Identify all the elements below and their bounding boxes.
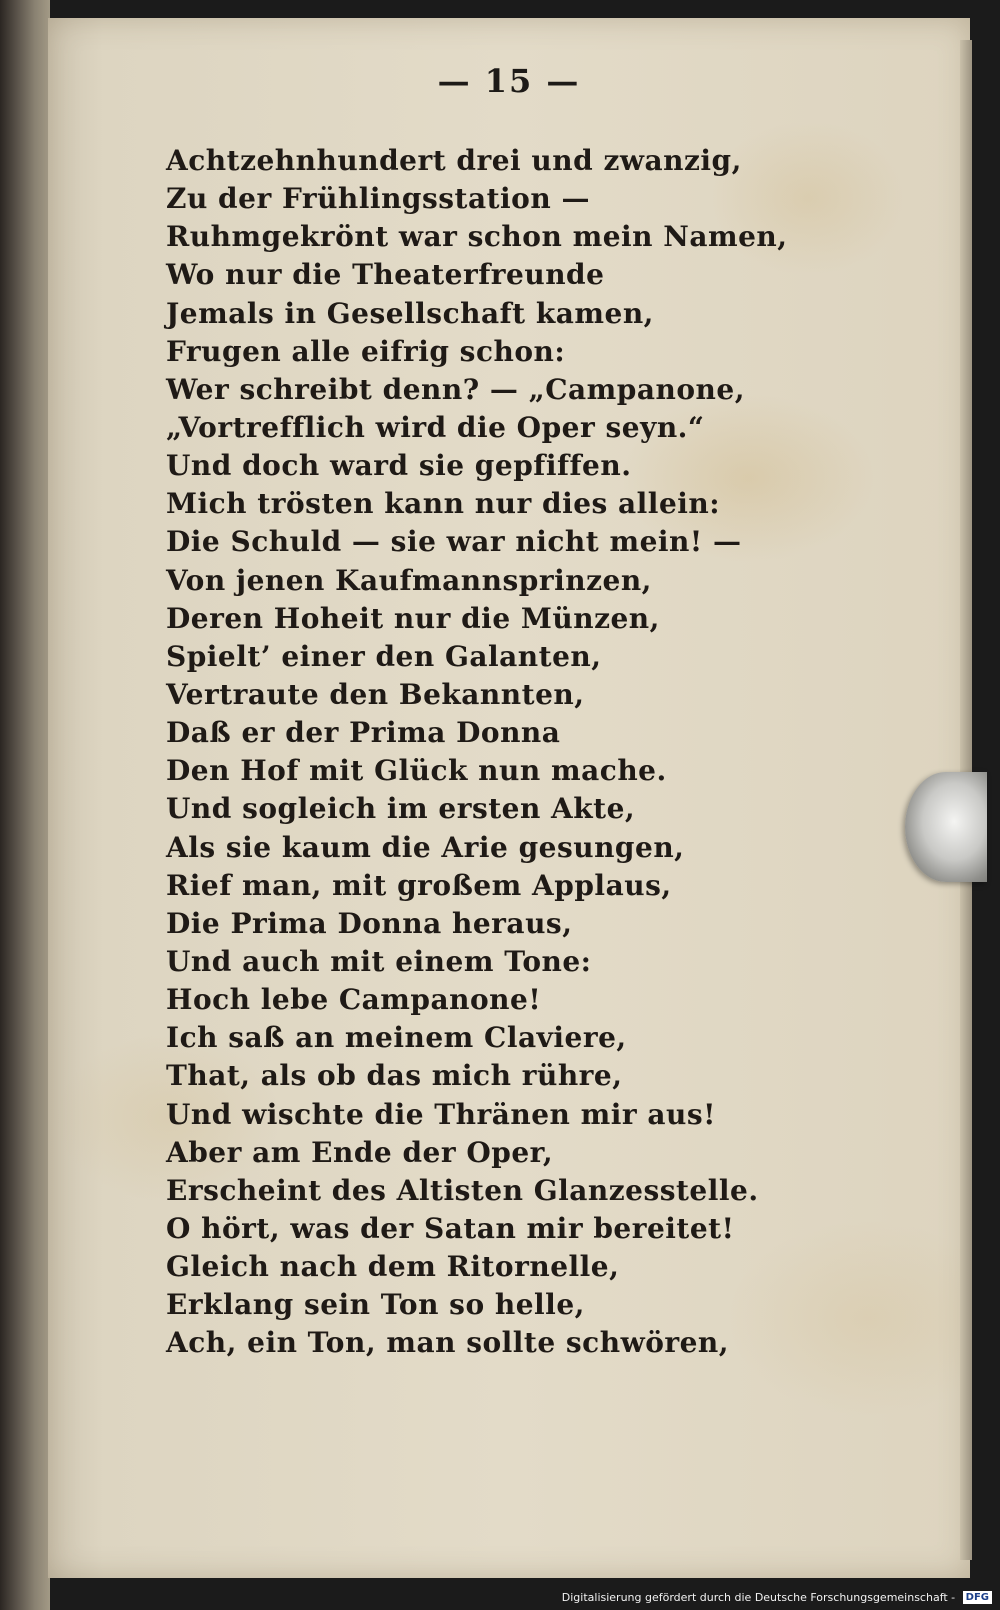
verse-line: Aber am Ende der Oper, xyxy=(166,1135,554,1169)
verse-line: Den Hof mit Glück nun mache. xyxy=(166,754,667,788)
verse-line: Erscheint des Altisten Glanzesstelle. xyxy=(166,1173,759,1207)
verse-line: Deren Hoheit nur die Münzen, xyxy=(166,601,660,635)
verse-line: Und wischte die Thränen mir aus! xyxy=(166,1097,716,1131)
verse-line: Mich trösten kann nur dies allein: xyxy=(166,487,721,521)
dfg-logo-icon: DFG xyxy=(963,1591,992,1604)
verse-line: Gleich nach dem Ritornelle, xyxy=(166,1250,620,1284)
verse-line: Vertraute den Bekannten, xyxy=(166,677,585,711)
verse-line: Von jenen Kaufmannsprinzen, xyxy=(166,563,652,597)
book-page xyxy=(48,18,970,1578)
page-clip xyxy=(905,772,987,882)
verse-line: Wo nur die Theaterfreunde xyxy=(166,258,605,292)
verse-line: Und sogleich im ersten Akte, xyxy=(166,792,636,826)
verse-line: Und auch mit einem Tone: xyxy=(166,944,592,978)
verse-line: Die Schuld — sie war nicht mein! — xyxy=(166,525,742,559)
verse-line: Rief man, mit großem Applaus, xyxy=(166,868,672,902)
verse-line: Spielt’ einer den Galanten, xyxy=(166,639,602,673)
verse-line: Achtzehnhundert drei und zwanzig, xyxy=(166,144,742,177)
verse-line: Zu der Frühlingsstation — xyxy=(166,182,590,216)
credit-text: Digitalisierung gefördert durch die Deutsche Forschungsgemeinschaft - xyxy=(561,1590,956,1604)
verse-line: O hört, was der Satan mir bereitet! xyxy=(166,1211,735,1245)
verse-line: Erklang sein Ton so helle, xyxy=(166,1288,585,1322)
digitization-credit xyxy=(562,1591,992,1605)
book-spine xyxy=(0,0,50,1610)
verse-line: That, als ob das mich rühre, xyxy=(166,1059,623,1093)
verse-line: Hoch lebe Campanone! xyxy=(166,983,542,1017)
verse-line: Ich saß an meinem Claviere, xyxy=(166,1021,627,1055)
verse-line: Wer schreibt denn? — „Campanone, xyxy=(166,372,745,406)
verse-line: Daß er der Prima Donna xyxy=(166,716,561,750)
page-number-header: — 15 — xyxy=(437,62,581,100)
verse-line: „Vortrefflich wird die Oper seyn.“ xyxy=(166,410,705,444)
verse-line: Ruhmgekrönt war schon mein Namen, xyxy=(166,220,788,254)
verse-line: Ach, ein Ton, man sollte schwören, xyxy=(166,1326,730,1360)
poem-text xyxy=(166,142,806,1363)
verse-line: Die Prima Donna heraus, xyxy=(166,906,573,940)
verse-line: Frugen alle eifrig schon: xyxy=(166,334,566,368)
verse-line: Als sie kaum die Arie gesungen, xyxy=(166,830,685,864)
verse-line: Und doch ward sie gepfiffen. xyxy=(166,449,632,483)
verse-line: Jemals in Gesellschaft kamen, xyxy=(166,296,654,330)
